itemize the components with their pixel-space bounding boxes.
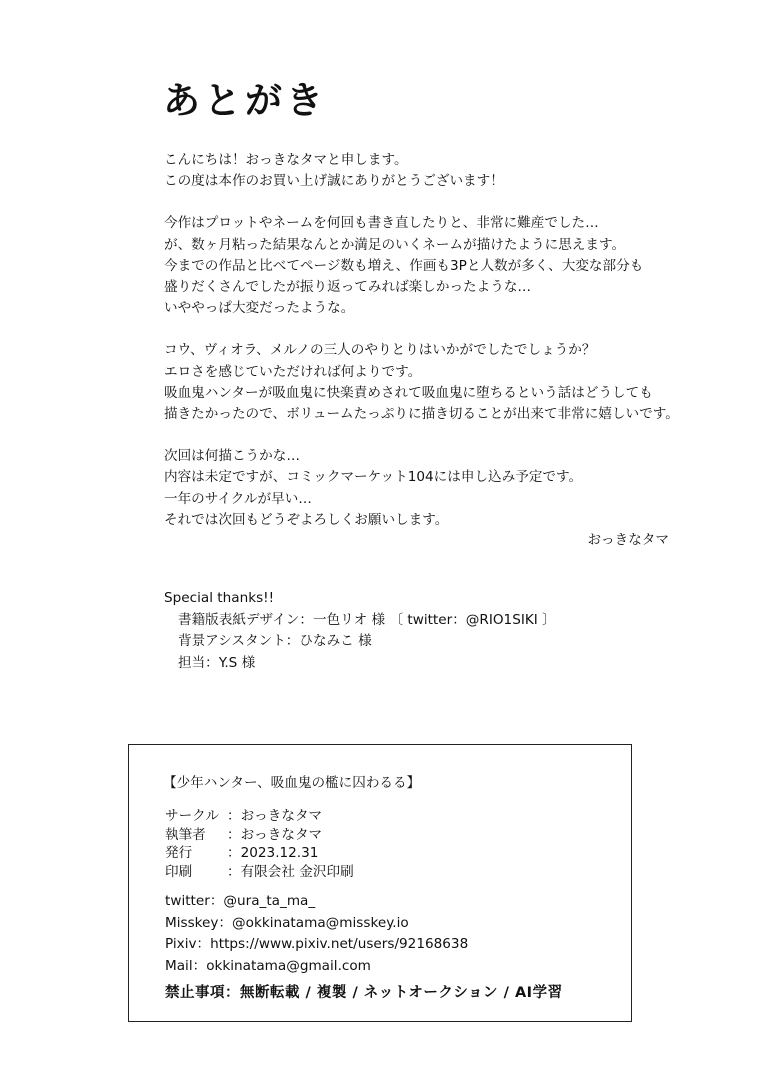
text-line: 今までの作品と比べてページ数も増え、作画も3Pと人数が多く、大変な部分も (164, 257, 644, 274)
contact-info (165, 891, 468, 977)
text-line: 内容は未定ですが、コミックマーケット104には申し込み予定です。 (164, 469, 583, 486)
text-line: 描きたかったので、ボリュームたっぷりに描き切ることが出来て非常に嬉しいです。 (164, 406, 679, 423)
text-line: が、数ヶ月粘った結果なんとか満足のいくネームが描けたように思えます。 (164, 236, 626, 253)
text-line: 吸血鬼ハンターが吸血鬼に快楽責めされて吸血鬼に堕ちるという話はどうしても (164, 384, 653, 401)
contact-pixiv: Pixiv：https://www.pixiv.net/users/92168638 (165, 936, 469, 952)
info-row (165, 844, 354, 863)
contact-mail: Mail：okkinatama@gmail.com (165, 957, 371, 974)
thanks-line: 担当：Y.S 様 (178, 654, 256, 671)
prohibition-notice: 禁止事項：無断転載 / 複製 / ネットオークション / AI学習 (165, 985, 563, 1001)
colophon-box (128, 744, 632, 1022)
info-value: ：おっきなタマ (227, 826, 323, 843)
paragraph (164, 340, 724, 425)
info-row (165, 826, 354, 845)
paragraph (164, 150, 724, 192)
paragraph (164, 213, 724, 319)
info-row (165, 863, 354, 882)
text-line: 次回は何描こうかな… (164, 448, 300, 465)
text-line: 盛りだくさんでしたが振り返ってみれば楽しかったような… (164, 279, 532, 296)
text-line: 一年のサイクルが早い… (164, 490, 312, 507)
text-line: こんにちは！おっきなタマと申します。 (164, 152, 408, 168)
thanks-line: 背景アシスタント：ひなみこ 様 (178, 633, 372, 649)
page-title: あとがき (163, 79, 327, 122)
info-value: ：おっきなタマ (227, 808, 323, 824)
info-value: ：有限会社 金沢印刷 (227, 863, 354, 880)
thanks-line: 書籍版表紙デザイン：一色リオ 様 〔 twitter：@RIO1SIKI 〕 (178, 611, 556, 628)
publication-info (165, 807, 354, 881)
text-line: それでは次回もどうぞよろしくお願いします。 (164, 511, 449, 528)
info-row (165, 807, 354, 826)
special-thanks (164, 588, 556, 674)
author-signature: おっきなタマ (587, 532, 669, 548)
book-title: 【少年ハンター、吸血鬼の檻に囚わるる】 (163, 775, 421, 791)
contact-twitter: twitter：@ura_ta_ma_ (165, 893, 316, 909)
afterword-body (164, 150, 724, 552)
info-key: 発行 (165, 845, 193, 861)
text-line: いややっぱ大変だったような。 (164, 300, 355, 317)
info-key: サークル (165, 808, 219, 824)
text-line: エロさを感じていただければ何よりです。 (164, 363, 422, 380)
text-line: 今作はプロットやネームを何回も書き直したりと、非常に難産でした… (164, 215, 599, 232)
info-key: 執筆者 (165, 826, 206, 843)
thanks-heading: Special thanks!! (164, 590, 275, 606)
info-key: 印刷 (165, 863, 193, 880)
info-value: ：2023.12.31 (227, 845, 319, 861)
text-line: この度は本作のお買い上げ誠にありがとうございます！ (164, 173, 504, 190)
contact-misskey: Misskey：@okkinatama@misskey.io (165, 914, 409, 931)
text-line: コウ、ヴィオラ、メルノの三人のやりとりはいかがでしたでしょうか？ (164, 342, 596, 359)
paragraph (164, 446, 724, 531)
